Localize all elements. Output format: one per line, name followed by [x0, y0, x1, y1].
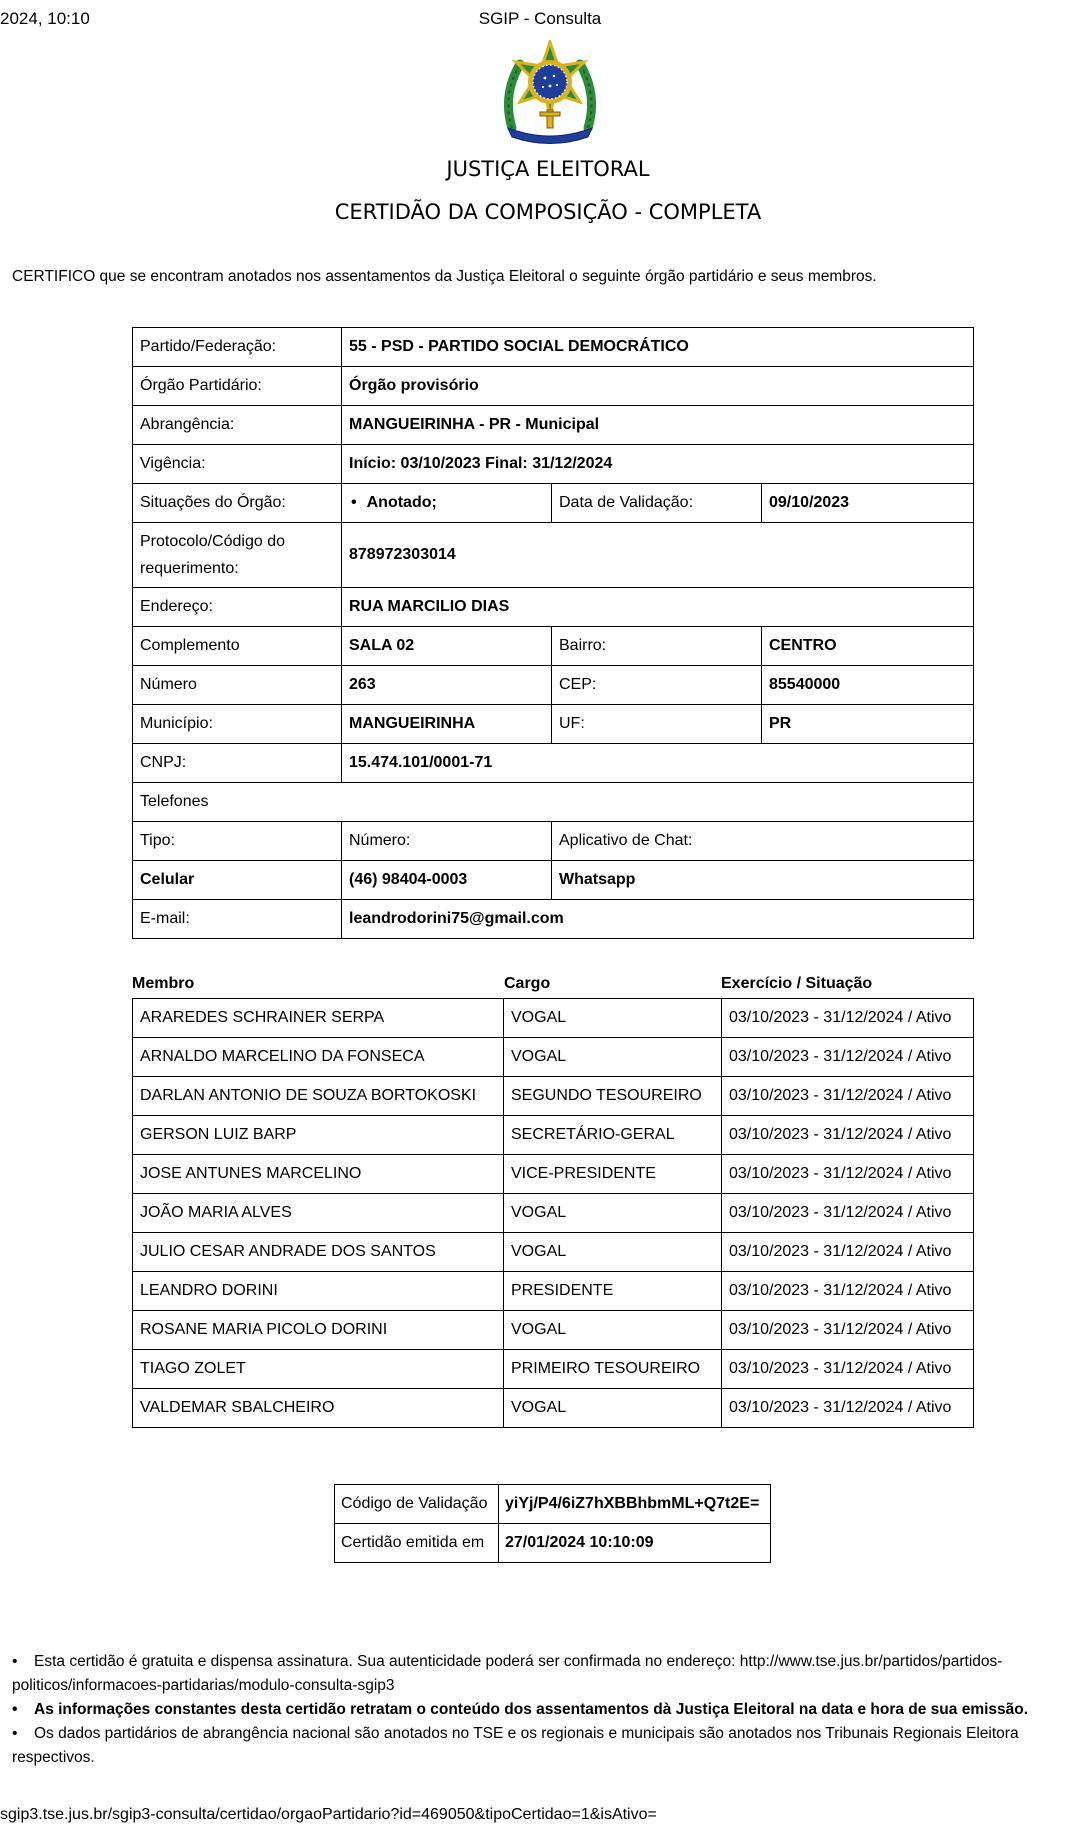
table-row [133, 1350, 974, 1389]
notes-list [12, 1650, 1080, 1770]
member-cargo: VOGAL [504, 1038, 722, 1077]
protocolo-label: Protocolo/Código do requerimento: [133, 523, 342, 588]
document-subtitle: CERTIDÃO DA COMPOSIÇÃO - COMPLETA [334, 200, 762, 224]
table-row [133, 1116, 974, 1155]
table-row [133, 1311, 974, 1350]
endereco-value: RUA MARCILIO DIAS [342, 588, 974, 627]
member-cargo: SECRETÁRIO-GERAL [504, 1116, 722, 1155]
table-row [133, 1233, 974, 1272]
member-name: JOÃO MARIA ALVES [133, 1194, 504, 1233]
members-table [132, 998, 974, 1428]
uf-value: PR [762, 705, 974, 744]
abrangencia-value: MANGUEIRINHA - PR - Municipal [342, 406, 974, 445]
bairro-value: CENTRO [762, 627, 974, 666]
abrangencia-label: Abrangência: [133, 406, 342, 445]
table-row [133, 588, 974, 627]
table-row [133, 705, 974, 744]
member-exercicio: 03/10/2023 - 31/12/2024 / Ativo [722, 999, 974, 1038]
member-name: GERSON LUIZ BARP [133, 1116, 504, 1155]
validacao-value: 09/10/2023 [762, 484, 974, 523]
table-row [133, 367, 974, 406]
member-exercicio: 03/10/2023 - 31/12/2024 / Ativo [722, 1155, 974, 1194]
table-row [133, 484, 974, 523]
note1-continuation: politicos/informacoes-partidarias/modulo-consulta-sgip3 [12, 1677, 395, 1694]
member-exercicio: 03/10/2023 - 31/12/2024 / Ativo [722, 1077, 974, 1116]
table-row [133, 900, 974, 939]
table-row [133, 666, 974, 705]
municipio-value: MANGUEIRINHA [342, 705, 552, 744]
table-row [335, 1485, 771, 1524]
tipo-value: Celular [133, 861, 342, 900]
aplicativo-label: Aplicativo de Chat: [552, 822, 974, 861]
complemento-label: Complemento [133, 627, 342, 666]
note3-text: Os dados partidários de abrangência nacional são anotados no TSE e os regionais e municipais são anotados nos Tribunais Regionais Eleitora [34, 1725, 1019, 1742]
emitida-label: Certidão emitida em [335, 1524, 499, 1563]
codigo-value: yiYj/P4/6iZ7hXBBhbmML+Q7t2E= [499, 1485, 771, 1524]
telefones-label: Telefones [133, 783, 974, 822]
table-row [133, 1038, 974, 1077]
note-item [12, 1722, 1080, 1746]
note-item [12, 1650, 1080, 1674]
note2-text: As informações constantes desta certidão retratam o conteúdo dos assentamentos dà Justiça Eleitoral na data e hora de sua emissão. [34, 1701, 1029, 1718]
table-row [133, 328, 974, 367]
table-row [133, 1155, 974, 1194]
member-name: JULIO CESAR ANDRADE DOS SANTOS [133, 1233, 504, 1272]
table-row [133, 1194, 974, 1233]
orgao-value: Órgão provisório [342, 367, 974, 406]
situacoes-value: Anotado; [366, 494, 437, 511]
member-exercicio: 03/10/2023 - 31/12/2024 / Ativo [722, 1194, 974, 1233]
member-cargo: PRIMEIRO TESOUREIRO [504, 1350, 722, 1389]
member-exercicio: 03/10/2023 - 31/12/2024 / Ativo [722, 1389, 974, 1428]
table-row [133, 406, 974, 445]
validation-table [334, 1484, 771, 1563]
member-cargo: PRESIDENTE [504, 1272, 722, 1311]
tipo-label: Tipo: [133, 822, 342, 861]
protocolo-value: 878972303014 [342, 523, 974, 588]
note-item [12, 1698, 1080, 1722]
complemento-value: SALA 02 [342, 627, 552, 666]
partido-value: 55 - PSD - PARTIDO SOCIAL DEMOCRÁTICO [342, 328, 974, 367]
note3-continuation: respectivos. [12, 1749, 95, 1766]
member-name: ROSANE MARIA PICOLO DORINI [133, 1311, 504, 1350]
situacoes-cell [342, 484, 552, 523]
members-col-membro: Membro [132, 975, 195, 992]
numero-tel-label: Número: [342, 822, 552, 861]
member-name: ARAREDES SCHRAINER SERPA [133, 999, 504, 1038]
browser-footer-url: sgip3.tse.jus.br/sgip3-consulta/certidao/orgaoPartidario?id=469050&tipoCertidao=1&isAtivo= [0, 1806, 657, 1823]
note1-text: Esta certidão é gratuita e dispensa assinatura. Sua autenticidade poderá ser confirmada no endereço: http://www.tse.jus.br/partidos/partidos- [34, 1653, 1003, 1670]
party-info-table [132, 327, 974, 939]
uf-label: UF: [552, 705, 762, 744]
validacao-label: Data de Validação: [552, 484, 762, 523]
table-row [133, 744, 974, 783]
member-name: ARNALDO MARCELINO DA FONSECA [133, 1038, 504, 1077]
table-row [133, 861, 974, 900]
member-name: VALDEMAR SBALCHEIRO [133, 1389, 504, 1428]
email-label: E-mail: [133, 900, 342, 939]
member-exercicio: 03/10/2023 - 31/12/2024 / Ativo [722, 1038, 974, 1077]
member-exercicio: 03/10/2023 - 31/12/2024 / Ativo [722, 1233, 974, 1272]
numero-label: Número [133, 666, 342, 705]
emitida-value: 27/01/2024 10:10:09 [499, 1524, 771, 1563]
browser-header-date: 2024, 10:10 [0, 9, 90, 28]
member-name: JOSE ANTUNES MARCELINO [133, 1155, 504, 1194]
table-row [133, 822, 974, 861]
table-row [133, 1389, 974, 1428]
table-row [133, 783, 974, 822]
member-exercicio: 03/10/2023 - 31/12/2024 / Ativo [722, 1116, 974, 1155]
member-cargo: VOGAL [504, 1233, 722, 1272]
brazil-coat-of-arms-icon [498, 40, 602, 145]
email-value: leandrodorini75@gmail.com [342, 900, 974, 939]
member-exercicio: 03/10/2023 - 31/12/2024 / Ativo [722, 1311, 974, 1350]
member-cargo: VICE-PRESIDENTE [504, 1155, 722, 1194]
bullet-icon: • [351, 494, 357, 511]
document-title: JUSTIÇA ELEITORAL [446, 157, 650, 181]
situacoes-label: Situações do Órgão: [133, 484, 342, 523]
member-cargo: VOGAL [504, 1194, 722, 1233]
table-row [133, 999, 974, 1038]
member-exercicio: 03/10/2023 - 31/12/2024 / Ativo [722, 1350, 974, 1389]
table-row [335, 1524, 771, 1563]
codigo-label: Código de Validação [335, 1485, 499, 1524]
orgao-label: Órgão Partidário: [133, 367, 342, 406]
cep-label: CEP: [552, 666, 762, 705]
table-row [133, 1272, 974, 1311]
table-row [133, 445, 974, 484]
member-name: TIAGO ZOLET [133, 1350, 504, 1389]
partido-label: Partido/Federação: [133, 328, 342, 367]
cep-value: 85540000 [762, 666, 974, 705]
member-cargo: VOGAL [504, 1389, 722, 1428]
member-cargo: VOGAL [504, 1311, 722, 1350]
table-row [133, 627, 974, 666]
vigencia-value: Início: 03/10/2023 Final: 31/12/2024 [342, 445, 974, 484]
members-col-cargo: Cargo [504, 975, 551, 992]
endereco-label: Endereço: [133, 588, 342, 627]
certifico-statement: CERTIFICO que se encontram anotados nos assentamentos da Justiça Eleitoral o seguinte órgão partidário e seus membros. [12, 268, 877, 285]
bairro-label: Bairro: [552, 627, 762, 666]
municipio-label: Município: [133, 705, 342, 744]
browser-header-title: SGIP - Consulta [478, 9, 602, 28]
table-row [133, 523, 974, 588]
vigencia-label: Vigência: [133, 445, 342, 484]
numero-tel-value: (46) 98404-0003 [342, 861, 552, 900]
numero-value: 263 [342, 666, 552, 705]
members-col-exercicio: Exercício / Situação [721, 975, 873, 992]
member-name: LEANDRO DORINI [133, 1272, 504, 1311]
aplicativo-value: Whatsapp [552, 861, 974, 900]
cnpj-label: CNPJ: [133, 744, 342, 783]
member-cargo: SEGUNDO TESOUREIRO [504, 1077, 722, 1116]
member-name: DARLAN ANTONIO DE SOUZA BORTOKOSKI [133, 1077, 504, 1116]
member-cargo: VOGAL [504, 999, 722, 1038]
table-row [133, 1077, 974, 1116]
member-exercicio: 03/10/2023 - 31/12/2024 / Ativo [722, 1272, 974, 1311]
cnpj-value: 15.474.101/0001-71 [342, 744, 974, 783]
